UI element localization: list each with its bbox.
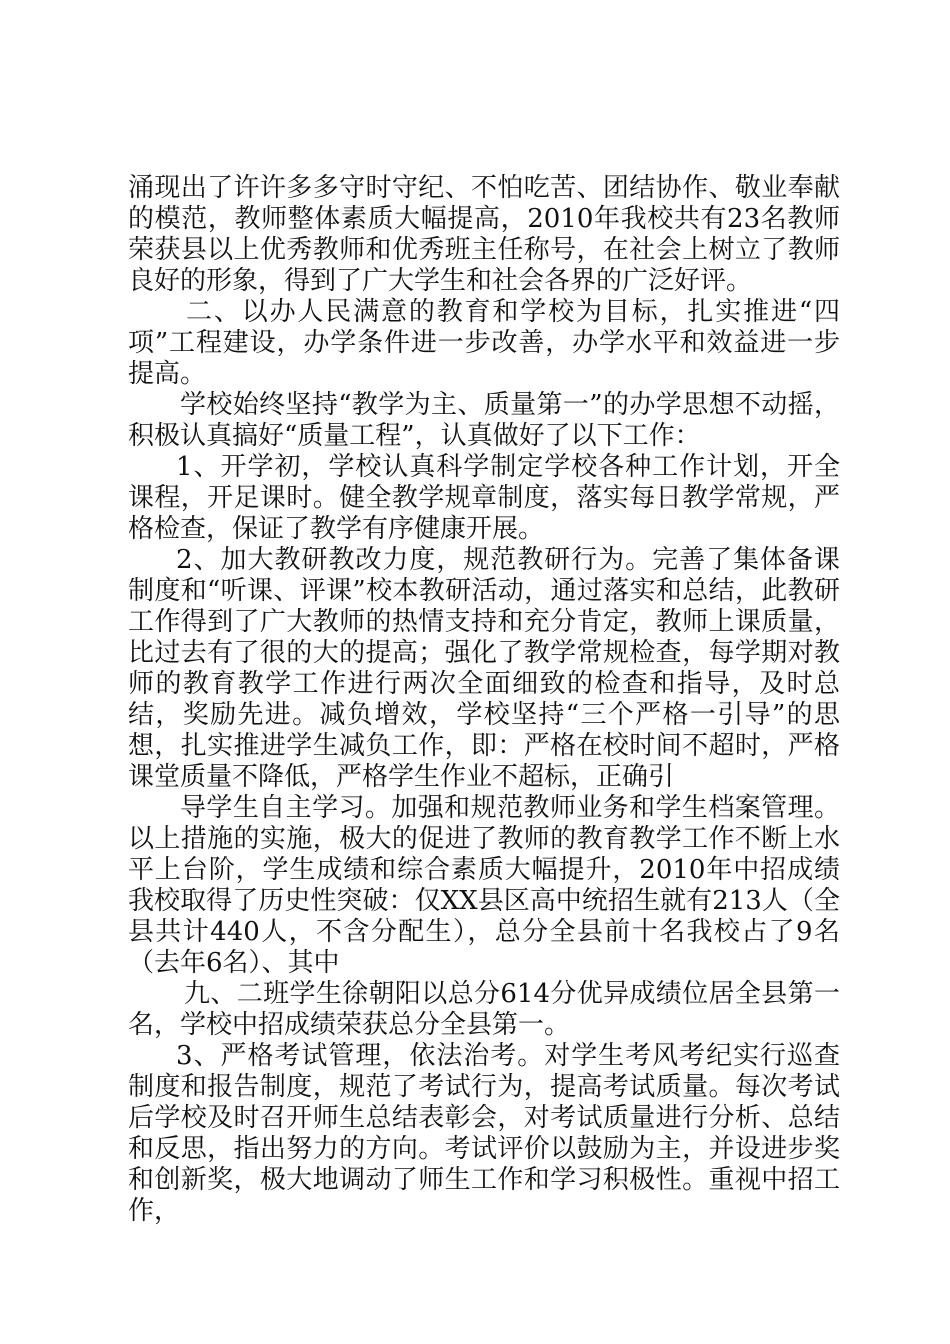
- paragraph-1: 涌现出了许许多多守时守纪、不怕吃苦、团结协作、敬业奉献的模范，教师整体素质大幅提高，2010年我校共有23名教师荣获县以上优秀教师和优秀班主任称号，在社会上树立了教师良好的形象，得到了广大学生和社会各界的广泛好评。: [128, 173, 840, 296]
- paragraph-2: 二、以办人民满意的教育和学校为目标，扎实推进“四项”工程建设，办学条件进一步改善，办学水平和效益进一步提高。: [128, 297, 840, 389]
- paragraph-3: 学校始终坚持“教学为主、质量第一”的办学思想不动摇，积极认真搞好“质量工程”，认真做好了以下工作：: [128, 390, 840, 451]
- paragraph-8: 3、严格考试管理，依法治考。对学生考风考纪实行巡查制度和报告制度，规范了考试行为，提高考试质量。每次考试后学校及时召开师生总结表彰会，对考试质量进行分析、总结和反思，指出努力的方向。考试评价以鼓励为主，并设进步奖和创新奖，极大地调动了师生工作和学习积极性。重视中招工作，: [128, 1041, 840, 1226]
- paragraph-6: 导学生自主学习。加强和规范教师业务和学生档案管理。以上措施的实施，极大的促进了教师的教育教学工作不断上水平上台阶，学生成绩和综合素质大幅提升，2010年中招成绩我校取得了历史性突破：仅XX县区高中统招生就有213人（全县共计440人，不含分配生），总分全县前十名我校占了9名（去年6名）、其中: [128, 793, 840, 978]
- paragraph-7: 九、二班学生徐朝阳以总分614分优异成绩位居全县第一名，学校中招成绩荣获总分全县第一。: [128, 979, 840, 1040]
- paragraph-5: 2、加大教研教改力度，规范教研行为。完善了集体备课制度和“听课、评课”校本教研活动，通过落实和总结，此教研工作得到了广大教师的热情支持和充分肯定，教师上课质量，比过去有了很的大的提高；强化了教学常规检查，每学期对教师的教育教学工作进行两次全面细致的检查和指导，及时总结，奖励先进。减负增效，学校坚持“三个严格一引导”的思想，扎实推进学生减负工作，即：严格在校时间不超时，严格课堂质量不降低，严格学生作业不超标，正确引: [128, 545, 840, 792]
- document-page: [128, 173, 840, 1227]
- paragraph-4: 1、开学初，学校认真科学制定学校各种工作计划，开全课程，开足课时。健全教学规章制度，落实每日教学常规，严格检查，保证了教学有序健康开展。: [128, 452, 840, 544]
